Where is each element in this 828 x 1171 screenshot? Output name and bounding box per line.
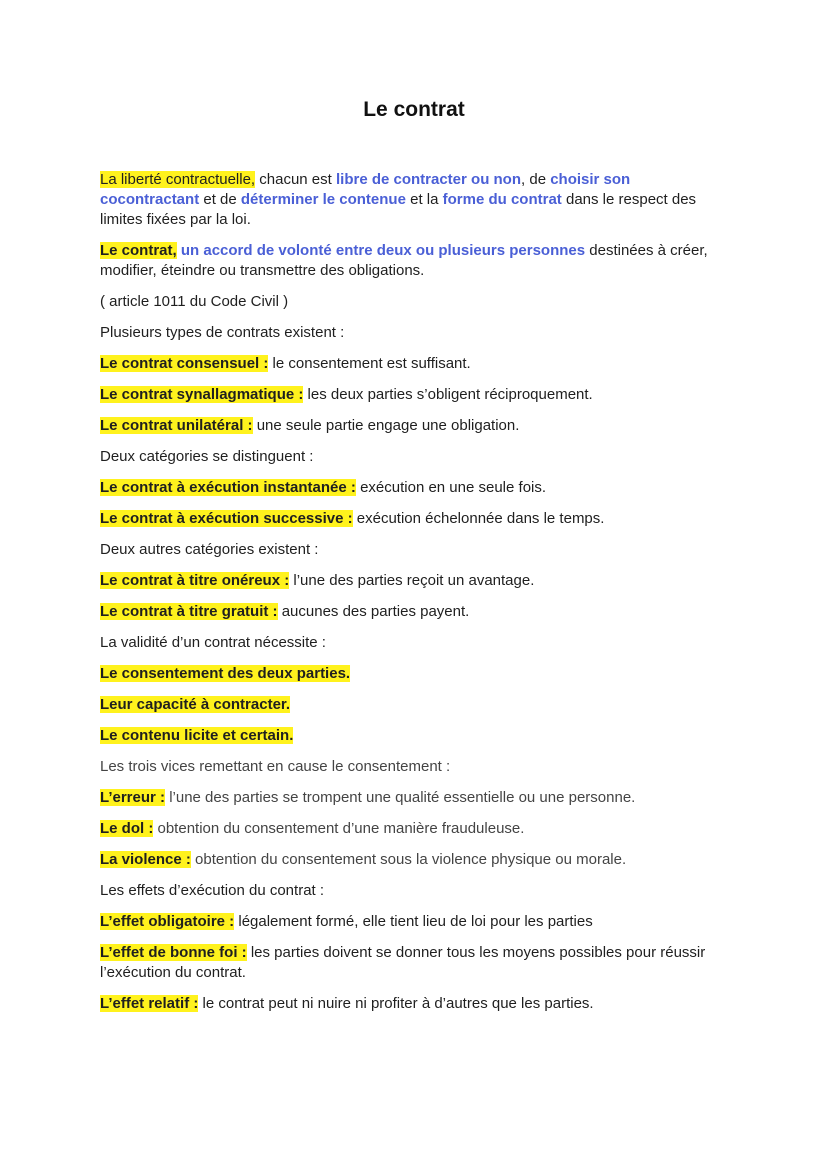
definition-term: Leur capacité à contracter.: [100, 696, 291, 713]
definition-item: [100, 571, 730, 591]
definition-term: L’effet de bonne foi :: [100, 944, 247, 961]
definition-term: L’erreur :: [100, 789, 166, 806]
section-heading: Deux autres catégories existent :: [100, 541, 319, 558]
definition-text: le contrat peut ni nuire ni profiter à d’autres que les parties.: [198, 995, 594, 1012]
article-reference: ( article 1011 du Code Civil ): [100, 293, 289, 310]
definition-item: [100, 788, 730, 808]
definition-text: obtention du consentement d’une manière frauduleuse.: [153, 820, 525, 837]
highlight-term: La liberté contractuelle,: [100, 171, 256, 188]
keyword: libre de contracter ou non: [335, 171, 522, 188]
sections-container: [100, 323, 730, 1014]
definition-term: Le consentement des deux parties.: [100, 665, 351, 682]
section-heading: La validité d’un contrat nécessite :: [100, 634, 326, 651]
definition-text: exécution échelonnée dans le temps.: [352, 510, 605, 527]
keyword: un accord de volonté entre deux ou plusieurs personnes: [176, 242, 586, 259]
definition-text: les deux parties s’obligent réciproquement.: [303, 386, 593, 403]
section-heading: Les effets d’exécution du contrat :: [100, 882, 325, 899]
definition-item: [100, 385, 730, 405]
definition-item: [100, 912, 730, 932]
definition-item: [100, 994, 730, 1014]
definition-text: obtention du consentement sous la violence physique ou morale.: [190, 851, 627, 868]
definition-text: les parties doivent se donner tous les moyens possibles pour réussir l’exécution du contrat.: [100, 944, 706, 981]
definition-item: [100, 819, 730, 839]
definition-text: exécution en une seule fois.: [355, 479, 547, 496]
definition-item: [100, 664, 730, 684]
definition-item: [100, 850, 730, 870]
definition-item: [100, 726, 730, 746]
section-heading: Les trois vices remettant en cause le consentement :: [100, 758, 451, 775]
keyword: forme du contrat: [442, 191, 562, 208]
definition-text: légalement formé, elle tient lieu de loi pour les parties: [234, 913, 593, 930]
definition-text: aucunes des parties payent.: [277, 603, 470, 620]
definition-term: L’effet relatif :: [100, 995, 199, 1012]
page-title: Le contrat: [363, 98, 465, 121]
definition-text: l’une des parties se trompent une qualité essentielle ou une personne.: [165, 789, 636, 806]
definition-text: l’une des parties reçoit un avantage.: [289, 572, 535, 589]
definition-term: Le contenu licite et certain.: [100, 727, 294, 744]
definition-text: une seule partie engage une obligation.: [252, 417, 520, 434]
definition-term: Le contrat synallagmatique :: [100, 386, 304, 403]
section-heading: Deux catégories se distinguent :: [100, 448, 314, 465]
keyword: choisir son cocontractant: [100, 171, 631, 208]
definition-text: le consentement est suffisant.: [268, 355, 471, 372]
intro-paragraph-contrat: Le contrat, un accord de volonté entre deux ou plusieurs personnes destinées à créer, modifier, éteindre ou transmettre des obligations.: [100, 242, 708, 279]
definition-term: Le contrat unilatéral :: [100, 417, 253, 434]
definition-term: L’effet obligatoire :: [100, 913, 235, 930]
definition-item: [100, 943, 730, 983]
definition-item: [100, 416, 730, 436]
definition-item: [100, 478, 730, 498]
definition-term: Le contrat à exécution successive :: [100, 510, 353, 527]
document-body: [100, 170, 730, 1025]
definition-term: La violence :: [100, 851, 191, 868]
definition-item: [100, 354, 730, 374]
highlight-term: Le contrat,: [100, 242, 177, 259]
definition-term: Le dol :: [100, 820, 154, 837]
definition-term: Le contrat consensuel :: [100, 355, 269, 372]
keyword: déterminer le contenue: [240, 191, 406, 208]
definition-item: [100, 695, 730, 715]
definition-term: Le contrat à titre gratuit :: [100, 603, 278, 620]
definition-term: Le contrat à titre onéreux :: [100, 572, 290, 589]
definition-item: [100, 602, 730, 622]
definition-term: Le contrat à exécution instantanée :: [100, 479, 356, 496]
definition-item: [100, 509, 730, 529]
section-heading: Plusieurs types de contrats existent :: [100, 324, 345, 341]
intro-paragraph-liberte: La liberté contractuelle, chacun est libre de contracter ou non, de choisir son cocontractant et de déterminer le contenue et la forme du contrat dans le respect des limites fixées par la loi.: [100, 171, 697, 228]
